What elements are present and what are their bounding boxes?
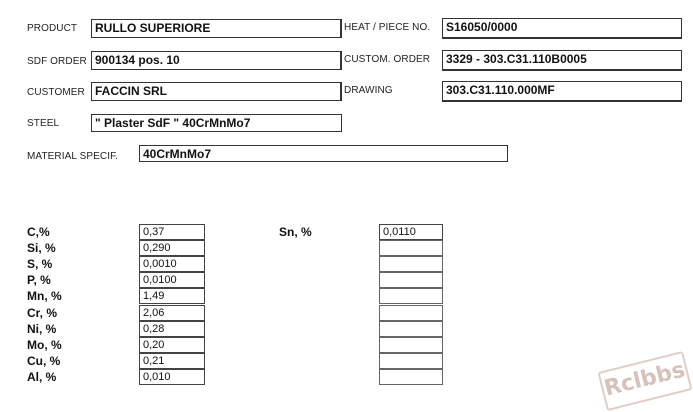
sn-value-cell — [379, 240, 443, 256]
chem-element-label: Cr, % — [27, 306, 58, 320]
sn-value-cell — [379, 321, 443, 337]
product-field: RULLO SUPERIORE — [91, 19, 342, 38]
chem-element-value: 1,49 — [139, 288, 205, 304]
chem-element-label: P, % — [27, 273, 51, 287]
chem-element-label: C,% — [27, 225, 50, 239]
chem-element-label: Si, % — [27, 241, 56, 255]
custom-order-field: 3329 - 303.C31.110B0005 — [442, 50, 682, 71]
chem-element-value: 0,290 — [139, 240, 205, 256]
sn-value-cell: 0,0110 — [379, 224, 443, 240]
sn-value-cell — [379, 337, 443, 353]
chem-element-value: 0,28 — [139, 321, 205, 337]
chem-element-label: S, % — [27, 257, 53, 271]
drawing-label: DRAWING — [344, 85, 393, 96]
custom-order-label: CUSTOM. ORDER — [344, 54, 431, 65]
chem-element-label: Cu, % — [27, 354, 61, 368]
heat-piece-field: S16050/0000 — [442, 18, 682, 39]
chem-element-value: 0,0010 — [139, 256, 205, 272]
chem-element-label: Mo, % — [27, 338, 62, 352]
heat-piece-label: HEAT / PIECE NO. — [344, 22, 431, 33]
chem-element-value: 0,010 — [139, 369, 205, 385]
steel-field: " Plaster SdF " 40CrMnMo7 — [91, 114, 342, 132]
sn-value-cell — [379, 272, 443, 288]
sn-value-cell — [379, 288, 443, 304]
drawing-field: 303.C31.110.000MF — [442, 81, 682, 102]
sn-value-cell — [379, 305, 443, 321]
product-label: PRODUCT — [27, 23, 78, 34]
chem-element-value: 0,20 — [139, 337, 205, 353]
chem-element-label: Ni, % — [27, 322, 57, 336]
sn-value-cell — [379, 353, 443, 369]
sn-label: Sn, % — [279, 225, 312, 239]
material-specif-field: 40CrMnMo7 — [139, 145, 508, 162]
chem-element-value: 2,06 — [139, 305, 205, 321]
chem-element-label: Mn, % — [27, 289, 62, 303]
sdf-order-field: 900134 pos. 10 — [91, 51, 342, 70]
sn-value-cell — [379, 369, 443, 385]
chem-element-value: 0,0100 — [139, 272, 205, 288]
watermark-stamp: Rclbbs — [597, 351, 692, 411]
sn-value-cell — [379, 256, 443, 272]
steel-label: STEEL — [27, 118, 60, 129]
customer-label: CUSTOMER — [27, 87, 85, 98]
sdf-order-label: SDF ORDER — [27, 56, 87, 67]
material-specif-label: MATERIAL SPECIF. — [27, 151, 119, 162]
chem-element-value: 0,37 — [139, 224, 205, 240]
customer-field: FACCIN SRL — [91, 82, 342, 101]
chem-element-value: 0,21 — [139, 353, 205, 369]
chem-element-label: Al, % — [27, 370, 57, 384]
